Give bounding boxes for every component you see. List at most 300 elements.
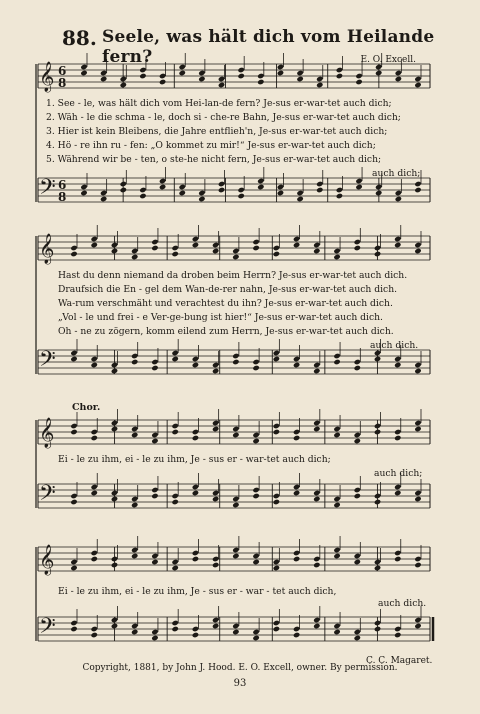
system1-treble-note — [296, 76, 303, 82]
system3-treble-note — [151, 438, 158, 444]
system1-bass-note — [218, 181, 225, 187]
system1-bass-note — [296, 196, 303, 202]
system4-bass-note — [131, 629, 138, 635]
system3-bass-note — [394, 490, 401, 496]
system1-treble-note — [100, 76, 107, 82]
system1-treble-note — [80, 64, 87, 70]
system4-treble-note — [354, 559, 361, 565]
system4-treble-note — [91, 556, 98, 562]
system3-treble-note — [232, 426, 239, 432]
system2-bass-note — [273, 356, 280, 362]
system2-treble-note — [70, 245, 77, 251]
system4-bass-note — [212, 623, 219, 629]
system1-bass-note — [159, 184, 166, 190]
system3-treble-note — [394, 429, 401, 435]
system1-bass-note — [100, 196, 107, 202]
system4-bass-note — [91, 632, 98, 638]
system1-treble-note — [159, 73, 166, 79]
system1-treble-note — [316, 76, 323, 82]
system1-treble-note — [316, 82, 323, 88]
system1-bass-time-bottom: 8 — [58, 190, 67, 204]
system2-bass-note — [414, 368, 421, 374]
system1-treble-note — [257, 79, 264, 85]
system4-bass-note — [333, 623, 340, 629]
system3-treble-note — [354, 432, 361, 438]
system1-bass-note — [120, 187, 127, 193]
system4-bass-note — [151, 635, 158, 641]
system4-treble-note — [151, 553, 158, 559]
system1-treble-note — [139, 73, 146, 79]
system3-treble-note — [171, 423, 178, 429]
verse2-line1: 2. Wäh - le die schma - le, doch si - che-re Bahn, Je-sus er-war-tet auch dich; — [46, 112, 401, 123]
chorus-line1: Ei - le zu ihm, ei - le zu ihm, Je - sus er - war-tet auch dich; — [58, 454, 331, 465]
system1-treble-note — [355, 79, 362, 85]
system1-bass-note — [375, 184, 382, 190]
system4-treble-note — [273, 559, 280, 565]
system4-treble-note — [192, 556, 199, 562]
system3-bass-note — [151, 493, 158, 499]
verse3-line1: 3. Hier ist kein Bleibens, die Jahre entflieh'n, Je-sus er-war-tet auch dich; — [46, 126, 388, 137]
system3-bass-note — [91, 490, 98, 496]
system3-bass-note — [131, 496, 138, 502]
system2-bass-note — [232, 353, 239, 359]
system4-bass-clef: 𝄢 — [39, 614, 56, 644]
system3-treble-note — [70, 423, 77, 429]
system1-bass-note — [336, 187, 343, 193]
system1-treble-note — [218, 76, 225, 82]
system2-bass-note — [192, 362, 199, 368]
hymn-title: Seele, was hält dich vom Heilande fern? — [102, 27, 435, 67]
system1-bass-note — [139, 193, 146, 199]
system1-treble-note — [375, 70, 382, 76]
system1-treble-note — [395, 76, 402, 82]
system4-bass-note — [394, 626, 401, 632]
system4-bass-note — [192, 632, 199, 638]
system1-bass-note — [139, 187, 146, 193]
system1-bass-note — [395, 190, 402, 196]
system2-bass-note — [414, 362, 421, 368]
system2-bass-note — [374, 356, 381, 362]
system4-treble-note — [70, 565, 77, 571]
system3-bass-note — [414, 490, 421, 496]
system3-bass-note — [252, 493, 259, 499]
system4-treble-note — [151, 559, 158, 565]
verse5-line2: Oh - ne zu zögern, komm eilend zum Herrn, Je-sus er-war-tet auch dich. — [58, 326, 394, 337]
system2-treble-note — [394, 242, 401, 248]
system2-bass-clef: 𝄢 — [39, 347, 56, 377]
system4-bass-note — [252, 629, 259, 635]
tail-echo-4: auch dich. — [378, 598, 427, 609]
system2-bass-note — [171, 356, 178, 362]
system3-treble-note — [91, 429, 98, 435]
tail-echo-3: auch dich; — [374, 468, 423, 479]
system3-bass-note — [212, 490, 219, 496]
system1-bass-note — [316, 187, 323, 193]
system1-treble-note — [80, 70, 87, 76]
system2-bass-note — [70, 356, 77, 362]
system3-treble-note — [273, 423, 280, 429]
system3-bass-note — [252, 487, 259, 493]
system1-bass-note — [414, 187, 421, 193]
system3-treble-note — [111, 420, 118, 426]
system1-bass-clef: 𝄢 — [39, 175, 56, 205]
system3-bass-note — [171, 493, 178, 499]
system1-treble-note — [237, 73, 244, 79]
system4-treble-note — [212, 556, 219, 562]
system4-treble-note — [111, 556, 118, 562]
system3-treble-note — [131, 426, 138, 432]
system4-treble-note — [273, 565, 280, 571]
system3-treble-note — [293, 435, 300, 441]
system4-treble-note — [192, 550, 199, 556]
system2-treble-note — [374, 245, 381, 251]
system2-treble-note — [273, 251, 280, 257]
system3-bass-note — [111, 490, 118, 496]
system4-bass-note — [313, 623, 320, 629]
system4-treble-clef: 𝄞 — [39, 545, 55, 575]
system4-bass-note — [273, 626, 280, 632]
system2-treble-note — [91, 242, 98, 248]
system1-bass-note — [198, 196, 205, 202]
system2-bass-note — [273, 350, 280, 356]
system1-bass-note — [218, 187, 225, 193]
system4-bass-note — [374, 620, 381, 626]
system3-bass-note — [111, 496, 118, 502]
system1-bass-note — [80, 184, 87, 190]
system3-treble-note — [131, 432, 138, 438]
verse4-line1: 4. Hö - re ihn ru - fen: „O kommet zu mir!“ Je-sus er-war-tet auch dich; — [46, 140, 376, 151]
system2-treble-note — [252, 245, 259, 251]
system2-treble-note — [131, 254, 138, 260]
system1-treble-note — [414, 82, 421, 88]
system3-bass-note — [333, 496, 340, 502]
system3-bass-note — [293, 484, 300, 490]
system3-treble-note — [212, 426, 219, 432]
tail-echo-2: auch dich. — [370, 340, 419, 351]
system2-bass-note — [91, 362, 98, 368]
system4-treble-note — [394, 550, 401, 556]
system3-treble-note — [354, 438, 361, 444]
composer-credit: E. O. Excell. — [360, 55, 416, 65]
system1-bass-note — [257, 178, 264, 184]
system1-bass-note — [237, 193, 244, 199]
system2-treble-note — [70, 251, 77, 257]
system1-treble-note — [296, 70, 303, 76]
system1-treble-note — [198, 76, 205, 82]
system4-bass-note — [131, 623, 138, 629]
system4-bass-note — [333, 629, 340, 635]
system4-bass-note — [273, 620, 280, 626]
system3-bass-note — [414, 496, 421, 502]
system4-treble-note — [374, 559, 381, 565]
system1-bass-note — [179, 184, 186, 190]
page-number: 93 — [233, 678, 247, 689]
system3-treble-note — [414, 420, 421, 426]
verse4-line2: „Vol - le und frei - e Ver-ge-bung ist hier!“ Je-sus er-war-tet auch dich. — [58, 312, 383, 323]
system4-bass-note — [354, 635, 361, 641]
system1-bass-note — [80, 190, 87, 196]
system2-treble-note — [192, 236, 199, 242]
system2-bass-note — [394, 356, 401, 362]
system2-bass-note — [111, 362, 118, 368]
system4-bass-note — [70, 620, 77, 626]
system4-treble-note — [354, 553, 361, 559]
system3-bass-note — [273, 493, 280, 499]
system2-treble-note — [232, 248, 239, 254]
system3-bass-note — [394, 484, 401, 490]
system2-bass-note — [131, 353, 138, 359]
system3-bass-note — [232, 496, 239, 502]
system2-bass-note — [171, 350, 178, 356]
system4-treble-note — [131, 547, 138, 553]
system2-bass-note — [313, 362, 320, 368]
system4-bass-note — [252, 635, 259, 641]
system4-treble-note — [394, 556, 401, 562]
system1-treble-note — [414, 76, 421, 82]
system1-treble-note — [159, 79, 166, 85]
system2-treble-note — [333, 248, 340, 254]
system1-bass-note — [355, 184, 362, 190]
system4-treble-note — [70, 559, 77, 565]
system2-bass-note — [354, 359, 361, 365]
system1-bass-note — [277, 190, 284, 196]
system4-bass-note — [91, 626, 98, 632]
system1-treble-note — [336, 73, 343, 79]
system2-treble-note — [111, 248, 118, 254]
system4-treble-note — [293, 550, 300, 556]
system4-treble-note — [293, 556, 300, 562]
system2-bass-note — [212, 368, 219, 374]
system3-treble-note — [394, 435, 401, 441]
system2-treble-note — [171, 245, 178, 251]
system1-bass-note — [355, 178, 362, 184]
system4-treble-note — [313, 562, 320, 568]
system3-bass-note — [313, 490, 320, 496]
system4-bass-note — [354, 629, 361, 635]
system4-treble-note — [414, 562, 421, 568]
system4-bass-note — [232, 629, 239, 635]
system1-bass-note — [395, 196, 402, 202]
system2-bass-note — [91, 356, 98, 362]
system1-treble-note — [179, 70, 186, 76]
verse5-line1: 5. Während wir be - ten, o ste-he nicht fern, Je-sus er-war-tet auch dich; — [46, 154, 382, 165]
system4-treble-note — [374, 565, 381, 571]
system4-bass-note — [151, 629, 158, 635]
system3-bass-note — [273, 499, 280, 505]
verse1-line2: Hast du denn niemand da droben beim Herrn? Je-sus er-war-tet auch dich. — [58, 270, 408, 281]
system4-treble-note — [171, 559, 178, 565]
system2-bass-note — [293, 362, 300, 368]
system3-bass-note — [131, 502, 138, 508]
system4-treble-note — [232, 547, 239, 553]
system3-bass-note — [171, 499, 178, 505]
system3-treble-note — [273, 429, 280, 435]
system1-treble-note — [120, 82, 127, 88]
system3-bass-note — [333, 502, 340, 508]
system4-treble-note — [414, 556, 421, 562]
system4-bass-note — [111, 623, 118, 629]
system4-treble-note — [212, 562, 219, 568]
system2-treble-note — [414, 248, 421, 254]
system4-treble-note — [252, 559, 259, 565]
system3-treble-note — [293, 429, 300, 435]
system1-bass-note — [120, 181, 127, 187]
system2-bass-note — [333, 359, 340, 365]
system1-bass-note — [237, 187, 244, 193]
system2-treble-note — [313, 248, 320, 254]
system3-treble-note — [414, 426, 421, 432]
system3-bass-note — [91, 484, 98, 490]
system1-treble-time-bottom: 8 — [58, 76, 67, 90]
system4-bass-note — [192, 626, 199, 632]
system2-bass-note — [252, 365, 259, 371]
system2-treble-note — [293, 242, 300, 248]
system2-treble-note — [252, 239, 259, 245]
system2-bass-note — [151, 359, 158, 365]
system4-treble-note — [111, 562, 118, 568]
system3-bass-note — [70, 499, 77, 505]
system3-bass-note — [354, 487, 361, 493]
system4-bass-note — [293, 626, 300, 632]
verse2-line2: Draufsich die En - gel dem Wan-de-rer nahn, Je-sus er-war-tet auch dich. — [58, 284, 398, 295]
copyright-notice: Copyright, 1881, by John J. Hood. E. O. Excell, owner. By permission. — [82, 663, 398, 673]
system1-bass-note — [159, 178, 166, 184]
system1-bass-note — [179, 190, 186, 196]
system2-treble-note — [414, 242, 421, 248]
system1-treble-note — [198, 70, 205, 76]
system1-treble-note — [257, 73, 264, 79]
system1-treble-note — [375, 64, 382, 70]
system2-bass-note — [313, 368, 320, 374]
system3-treble-note — [111, 426, 118, 432]
system2-treble-note — [212, 242, 219, 248]
system1-treble-note — [336, 67, 343, 73]
system2-treble-clef: 𝄞 — [39, 234, 55, 264]
system1-bass-note — [257, 184, 264, 190]
system3-bass-note — [374, 499, 381, 505]
system2-treble-note — [232, 254, 239, 260]
system1-bass-note — [375, 190, 382, 196]
system2-treble-note — [273, 245, 280, 251]
system3-treble-note — [232, 432, 239, 438]
system1-bass-note — [414, 181, 421, 187]
system3-bass-note — [212, 496, 219, 502]
system3-bass-clef: 𝄢 — [39, 481, 56, 511]
lyricist-credit: C. C. Magaret. — [366, 656, 433, 666]
system1-treble-clef: 𝄞 — [39, 62, 55, 92]
hymn-number: 88. — [62, 26, 97, 50]
system3-bass-note — [232, 502, 239, 508]
system1-treble-note — [120, 76, 127, 82]
tail-echo-1: auch dich; — [372, 168, 421, 179]
system2-bass-note — [232, 359, 239, 365]
system1-treble-note — [277, 70, 284, 76]
system2-treble-note — [313, 242, 320, 248]
system4-bass-note — [171, 626, 178, 632]
system3-treble-note — [252, 438, 259, 444]
system4-bass-note — [394, 632, 401, 638]
system4-bass-note — [171, 620, 178, 626]
system1-treble-note — [277, 64, 284, 70]
system4-bass-note — [374, 626, 381, 632]
system3-treble-note — [151, 432, 158, 438]
system1-bass-note — [198, 190, 205, 196]
system2-bass-note — [192, 356, 199, 362]
system4-bass-note — [212, 617, 219, 623]
system3-treble-note — [91, 435, 98, 441]
system4-bass-note — [293, 632, 300, 638]
system1-bass-note — [277, 184, 284, 190]
system4-bass-note — [414, 623, 421, 629]
system2-treble-note — [354, 245, 361, 251]
system2-bass-note — [394, 362, 401, 368]
system3-treble-note — [252, 432, 259, 438]
system3-treble-note — [313, 426, 320, 432]
system2-treble-note — [192, 242, 199, 248]
system3-treble-note — [70, 429, 77, 435]
verse3-line2: Wa-rum verschmäht und verachtest du ihn? Je-sus er-war-tet auch dich. — [58, 298, 393, 309]
system4-bass-note — [70, 626, 77, 632]
system3-bass-note — [374, 493, 381, 499]
system4-bass-note — [313, 617, 320, 623]
system2-treble-note — [111, 242, 118, 248]
system4-treble-note — [333, 553, 340, 559]
system3-treble-note — [333, 432, 340, 438]
system4-treble-note — [171, 565, 178, 571]
system3-treble-note — [333, 426, 340, 432]
system4-bass-note — [232, 623, 239, 629]
system2-treble-note — [394, 236, 401, 242]
system1-treble-note — [218, 82, 225, 88]
system3-treble-note — [313, 420, 320, 426]
system1-bass-note — [316, 181, 323, 187]
system2-treble-note — [91, 236, 98, 242]
system4-treble-note — [91, 550, 98, 556]
system2-treble-note — [151, 239, 158, 245]
system3-bass-note — [192, 484, 199, 490]
system2-bass-note — [293, 356, 300, 362]
system1-bass-note — [100, 190, 107, 196]
chorus-line2: Ei - le zu ihm, ei - le zu ihm, Je - sus er - war - tet auch dich, — [58, 586, 337, 597]
system1-treble-time-top: 6 — [58, 64, 67, 78]
system2-treble-note — [293, 236, 300, 242]
system3-treble-note — [171, 429, 178, 435]
system3-treble-note — [212, 420, 219, 426]
system3-bass-note — [354, 493, 361, 499]
system3-bass-note — [293, 490, 300, 496]
system3-treble-note — [374, 423, 381, 429]
system1-treble-note — [355, 73, 362, 79]
chorus-label: Chor. — [72, 402, 101, 413]
system3-bass-note — [151, 487, 158, 493]
system4-bass-note — [111, 617, 118, 623]
system3-bass-note — [192, 490, 199, 496]
system2-treble-note — [131, 248, 138, 254]
system2-bass-note — [212, 362, 219, 368]
system2-bass-note — [70, 350, 77, 356]
verse1-line1: 1. See - le, was hält dich vom Hei-lan-de fern? Je-sus er-war-tet auch dich; — [46, 98, 392, 109]
system3-bass-note — [313, 496, 320, 502]
system3-treble-note — [192, 429, 199, 435]
system1-treble-note — [139, 67, 146, 73]
system1-treble-note — [179, 64, 186, 70]
system4-treble-note — [131, 553, 138, 559]
system4-treble-note — [232, 553, 239, 559]
system2-bass-note — [111, 368, 118, 374]
system4-treble-note — [252, 553, 259, 559]
system2-treble-note — [333, 254, 340, 260]
system3-treble-clef: 𝄞 — [39, 418, 55, 448]
